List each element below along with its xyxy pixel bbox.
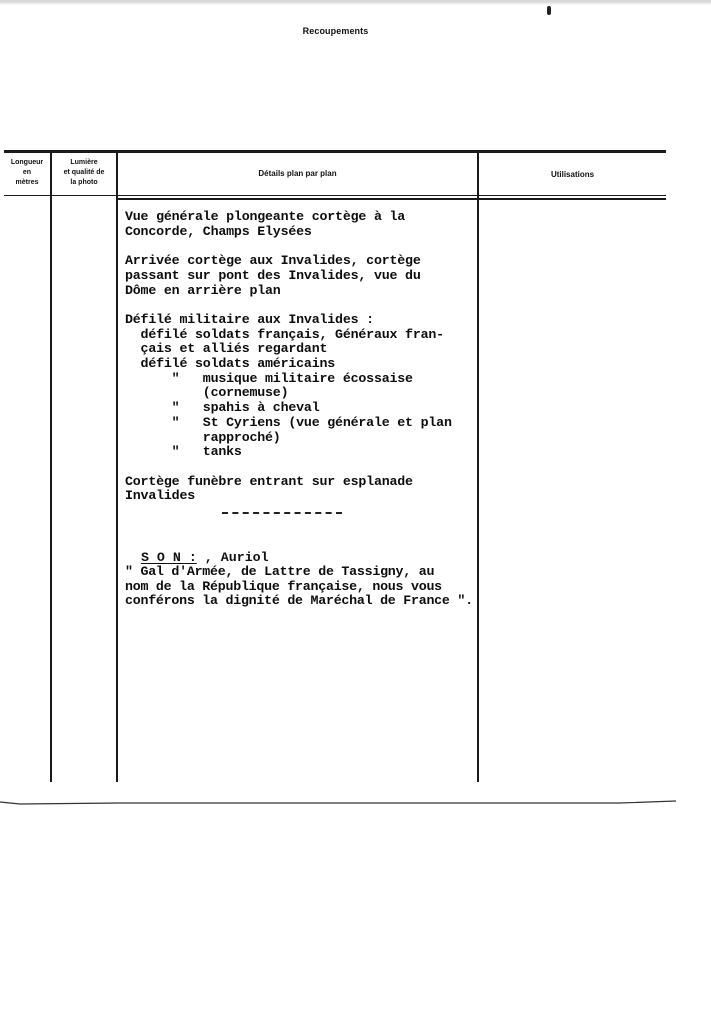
- detail-line: (cornemuse): [125, 385, 289, 401]
- detail-line: [125, 239, 485, 254]
- quote-line: " Gal d'Armée, de Lattre de Tassigny, au: [125, 564, 435, 579]
- detail-line: défilé soldats français, Généraux fran-: [125, 326, 444, 342]
- detail-line: Cortège funèbre entrant sur esplanade: [125, 473, 413, 489]
- column-header-length: Longueur en mètres: [10, 159, 44, 186]
- sound-line: [125, 535, 269, 565]
- quote-line: nom de la République française, nous vous: [125, 578, 442, 594]
- detail-line: Défilé militaire aux Invalides :: [125, 311, 374, 327]
- detail-line: " spahis à cheval: [125, 400, 320, 416]
- scan-bottom-edge: [0, 797, 676, 807]
- detail-line: défilé soldats américains: [125, 356, 336, 372]
- detail-line: passant sur pont des Invalides, vue du: [125, 267, 421, 283]
- detail-line: Arrivée cortège aux Invalides, cortège: [125, 253, 421, 269]
- scan-speck: [547, 6, 551, 15]
- column-header-uses: Utilisations: [550, 170, 595, 179]
- detail-line: Concorde, Champs Elysées: [125, 223, 312, 239]
- column-header-details: Détails plan par plan: [258, 169, 337, 178]
- shot-details-list: [125, 210, 485, 504]
- sound-label: S O N :: [140, 550, 197, 565]
- detail-line: " St Cyriens (vue générale et plan: [125, 414, 452, 430]
- column-header-light: Lumière et qualité de la photo: [63, 159, 105, 186]
- section-separator: [222, 512, 342, 514]
- quote-line: conférons la dignité de Maréchal de France ".: [125, 593, 473, 609]
- detail-line: rapproché): [125, 429, 281, 445]
- detail-line: Invalides: [125, 488, 196, 504]
- detail-line: " tanks: [125, 444, 242, 460]
- detail-line: [125, 298, 485, 313]
- detail-line: Vue générale plongeante cortège à la: [125, 209, 406, 224]
- page-title: Recoupements: [302, 26, 369, 36]
- detail-line: [125, 460, 485, 475]
- table-header-rule-2: [118, 198, 666, 200]
- table-header-rule: [4, 195, 666, 196]
- quote-text: [125, 565, 487, 609]
- column-divider-1: [50, 150, 52, 782]
- sound-value: , Auriol: [196, 550, 269, 565]
- column-divider-2: [116, 150, 118, 782]
- detail-line: " musique militaire écossaise: [125, 370, 413, 386]
- table-top-rule: [4, 150, 666, 153]
- detail-line: çais et alliés regardant: [125, 341, 328, 357]
- detail-line: Dôme en arrière plan: [125, 282, 281, 298]
- scan-top-edge: [0, 0, 711, 8]
